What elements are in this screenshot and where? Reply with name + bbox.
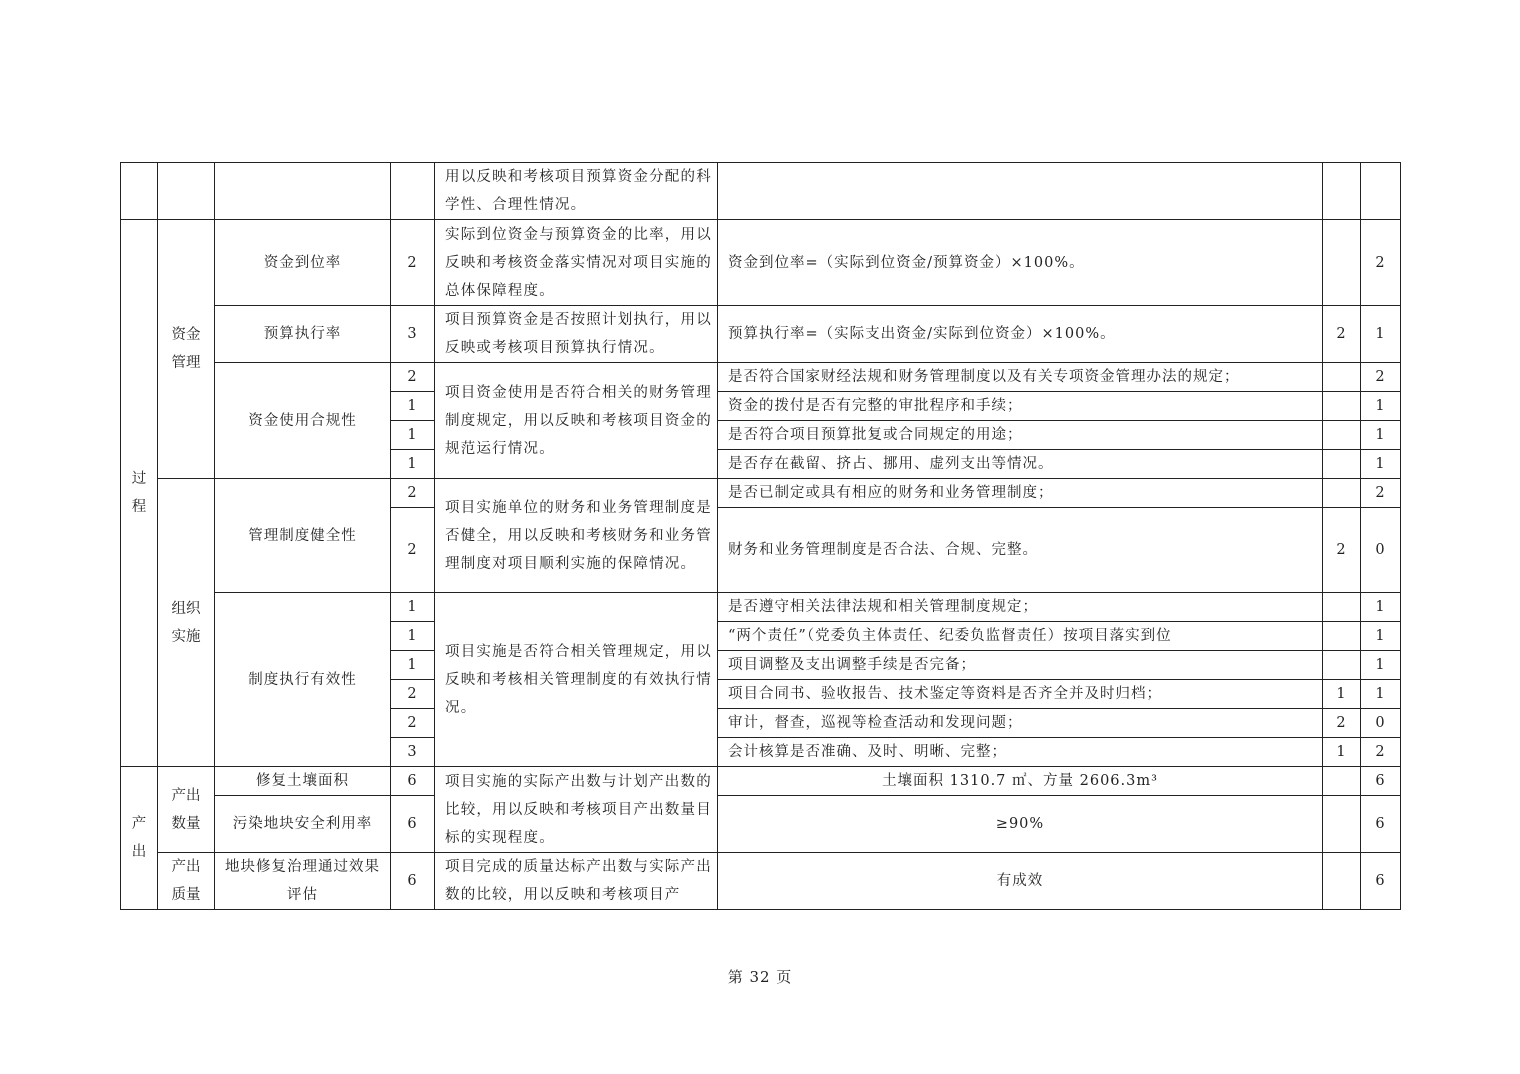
cell-deduction-empty — [1323, 421, 1361, 450]
cell-criteria: 资金到位率=（实际到位资金/预算资金）×100%。 — [718, 220, 1323, 306]
cell-description: 实际到位资金与预算资金的比率，用以反映和考核资金落实情况对项目实施的总体保障程度。 — [435, 220, 718, 306]
cell-indicator: 地块修复治理通过效果评估 — [215, 853, 391, 910]
cell-score: 6 — [1361, 767, 1401, 796]
cell-deduction: 1 — [1323, 680, 1361, 709]
group-label: 组织实施 — [171, 600, 201, 645]
cell-description: 项目实施的实际产出数与计划产出数的比较，用以反映和考核项目产出数量目标的实现程度。 — [435, 767, 718, 853]
cell-score: 0 — [1361, 709, 1401, 738]
cell-score: 6 — [1361, 853, 1401, 910]
table-row — [121, 220, 1401, 306]
cell-weight: 3 — [391, 738, 435, 767]
cell-deduction-empty — [1323, 796, 1361, 853]
cell-deduction-empty — [1323, 593, 1361, 622]
table-row — [121, 363, 1401, 392]
group-zijin-guanli — [158, 220, 215, 479]
cell-weight: 1 — [391, 421, 435, 450]
group-zuzhi-shishi — [158, 479, 215, 767]
cell-criteria: 项目合同书、验收报告、技术鉴定等资料是否齐全并及时归档； — [718, 680, 1323, 709]
table-row — [121, 306, 1401, 363]
cell-deduction-empty — [1323, 392, 1361, 421]
cell-indicator: 污染地块安全利用率 — [215, 796, 391, 853]
cell-score: 2 — [1361, 363, 1401, 392]
cell-weight: 2 — [391, 508, 435, 593]
cell-weight: 1 — [391, 651, 435, 680]
cell-weight-empty — [391, 163, 435, 220]
table-row — [121, 163, 1401, 220]
cell-score: 2 — [1361, 738, 1401, 767]
cell-criteria: 是否已制定或具有相应的财务和业务管理制度； — [718, 479, 1323, 508]
performance-evaluation-table — [120, 162, 1401, 910]
group-label: 产出 — [131, 816, 147, 860]
cell-deduction: 1 — [1323, 738, 1361, 767]
cell-score: 2 — [1361, 479, 1401, 508]
group-label: 资金管理 — [171, 327, 201, 371]
group-chanchu-zhiliang — [158, 853, 215, 910]
cell-deduction: 2 — [1323, 508, 1361, 593]
cell-indicator: 制度执行有效性 — [215, 593, 391, 767]
cell-deduction-empty — [1323, 622, 1361, 651]
group-label: 过程 — [131, 471, 147, 515]
cell-weight: 1 — [391, 593, 435, 622]
cell-deduction: 2 — [1323, 709, 1361, 738]
page-number: 第 32 页 — [727, 968, 793, 986]
cell-criteria: 项目调整及支出调整手续是否完备； — [718, 651, 1323, 680]
cell-criteria: 是否符合国家财经法规和财务管理制度以及有关专项资金管理办法的规定； — [718, 363, 1323, 392]
group-guocheng — [121, 220, 158, 767]
cell-weight: 2 — [391, 680, 435, 709]
cell-score: 1 — [1361, 421, 1401, 450]
cell-criteria: 预算执行率=（实际支出资金/实际到位资金）×100%。 — [718, 306, 1323, 363]
cell-deduction-empty — [1323, 767, 1361, 796]
cell-score: 1 — [1361, 680, 1401, 709]
cell-criteria-empty — [718, 163, 1323, 220]
cell-weight: 6 — [391, 767, 435, 796]
cell-deduction: 2 — [1323, 306, 1361, 363]
cell-weight: 3 — [391, 306, 435, 363]
cell-weight: 1 — [391, 392, 435, 421]
cell-weight: 2 — [391, 709, 435, 738]
cell-deduction-empty — [1323, 479, 1361, 508]
cell-criteria: 是否存在截留、挤占、挪用、虚列支出等情况。 — [718, 450, 1323, 479]
cell-criteria: 审计，督查，巡视等检查活动和发现问题； — [718, 709, 1323, 738]
cell-weight: 6 — [391, 796, 435, 853]
cell-criteria: 财务和业务管理制度是否合法、合规、完整。 — [718, 508, 1323, 593]
cell-score: 6 — [1361, 796, 1401, 853]
cell-score: 1 — [1361, 392, 1401, 421]
cell-deduction-empty — [1323, 450, 1361, 479]
cell-deduction-empty — [1323, 220, 1361, 306]
cell-criteria: 资金的拨付是否有完整的审批程序和手续； — [718, 392, 1323, 421]
cell-score: 1 — [1361, 593, 1401, 622]
cell-score: 0 — [1361, 508, 1401, 593]
cell-criteria: 有成效 — [718, 853, 1323, 910]
cell-deduction-empty — [1323, 363, 1361, 392]
cell-weight: 2 — [391, 479, 435, 508]
cell-indicator: 资金到位率 — [215, 220, 391, 306]
cell-score: 1 — [1361, 450, 1401, 479]
cell-deduction-empty — [1323, 853, 1361, 910]
cell-indicator: 资金使用合规性 — [215, 363, 391, 479]
cell-criteria: “两个责任”（党委负主体责任、纪委负监督责任）按项目落实到位 — [718, 622, 1323, 651]
cell-criteria: 会计核算是否准确、及时、明晰、完整； — [718, 738, 1323, 767]
cell-score: 2 — [1361, 220, 1401, 306]
cell-score: 1 — [1361, 306, 1401, 363]
cell-description: 项目完成的质量达标产出数与实际产出数的比较，用以反映和考核项目产 — [435, 853, 718, 910]
cell-weight: 2 — [391, 220, 435, 306]
table-row — [121, 796, 1401, 853]
cell-score: 1 — [1361, 651, 1401, 680]
cell-weight: 6 — [391, 853, 435, 910]
cell-indicator: 修复土壤面积 — [215, 767, 391, 796]
cell-description: 项目实施是否符合相关管理规定，用以反映和考核相关管理制度的有效执行情况。 — [435, 593, 718, 767]
cell-level2-empty — [158, 163, 215, 220]
table-row — [121, 853, 1401, 910]
cell-level1-empty — [121, 163, 158, 220]
cell-criteria: 土壤面积 1310.7 ㎡、方量 2606.3m³ — [718, 767, 1323, 796]
cell-criteria: 是否符合项目预算批复或合同规定的用途； — [718, 421, 1323, 450]
cell-indicator: 预算执行率 — [215, 306, 391, 363]
cell-criteria: 是否遵守相关法律法规和相关管理制度规定； — [718, 593, 1323, 622]
cell-weight: 1 — [391, 622, 435, 651]
group-label: 产出质量 — [171, 859, 201, 903]
cell-indicator-empty — [215, 163, 391, 220]
group-chanchu-shuliang — [158, 767, 215, 853]
cell-deduction-empty — [1323, 651, 1361, 680]
cell-indicator: 管理制度健全性 — [215, 479, 391, 593]
cell-description: 项目实施单位的财务和业务管理制度是否健全，用以反映和考核财务和业务管理制度对项目顺利实施的保障情况。 — [435, 479, 718, 593]
table-row — [121, 593, 1401, 622]
cell-weight: 2 — [391, 363, 435, 392]
cell-description: 项目资金使用是否符合相关的财务管理制度规定，用以反映和考核项目资金的规范运行情况。 — [435, 363, 718, 479]
cell-weight: 1 — [391, 450, 435, 479]
cell-description: 项目预算资金是否按照计划执行，用以反映或考核项目预算执行情况。 — [435, 306, 718, 363]
table-row — [121, 479, 1401, 508]
cell-score: 1 — [1361, 622, 1401, 651]
cell-description: 用以反映和考核项目预算资金分配的科学性、合理性情况。 — [435, 163, 718, 220]
group-label: 产出数量 — [171, 787, 201, 832]
table-row — [121, 767, 1401, 796]
group-chanchu — [121, 767, 158, 910]
cell-score-empty — [1361, 163, 1401, 220]
cell-deduction-empty — [1323, 163, 1361, 220]
cell-criteria: ≥90% — [718, 796, 1323, 853]
